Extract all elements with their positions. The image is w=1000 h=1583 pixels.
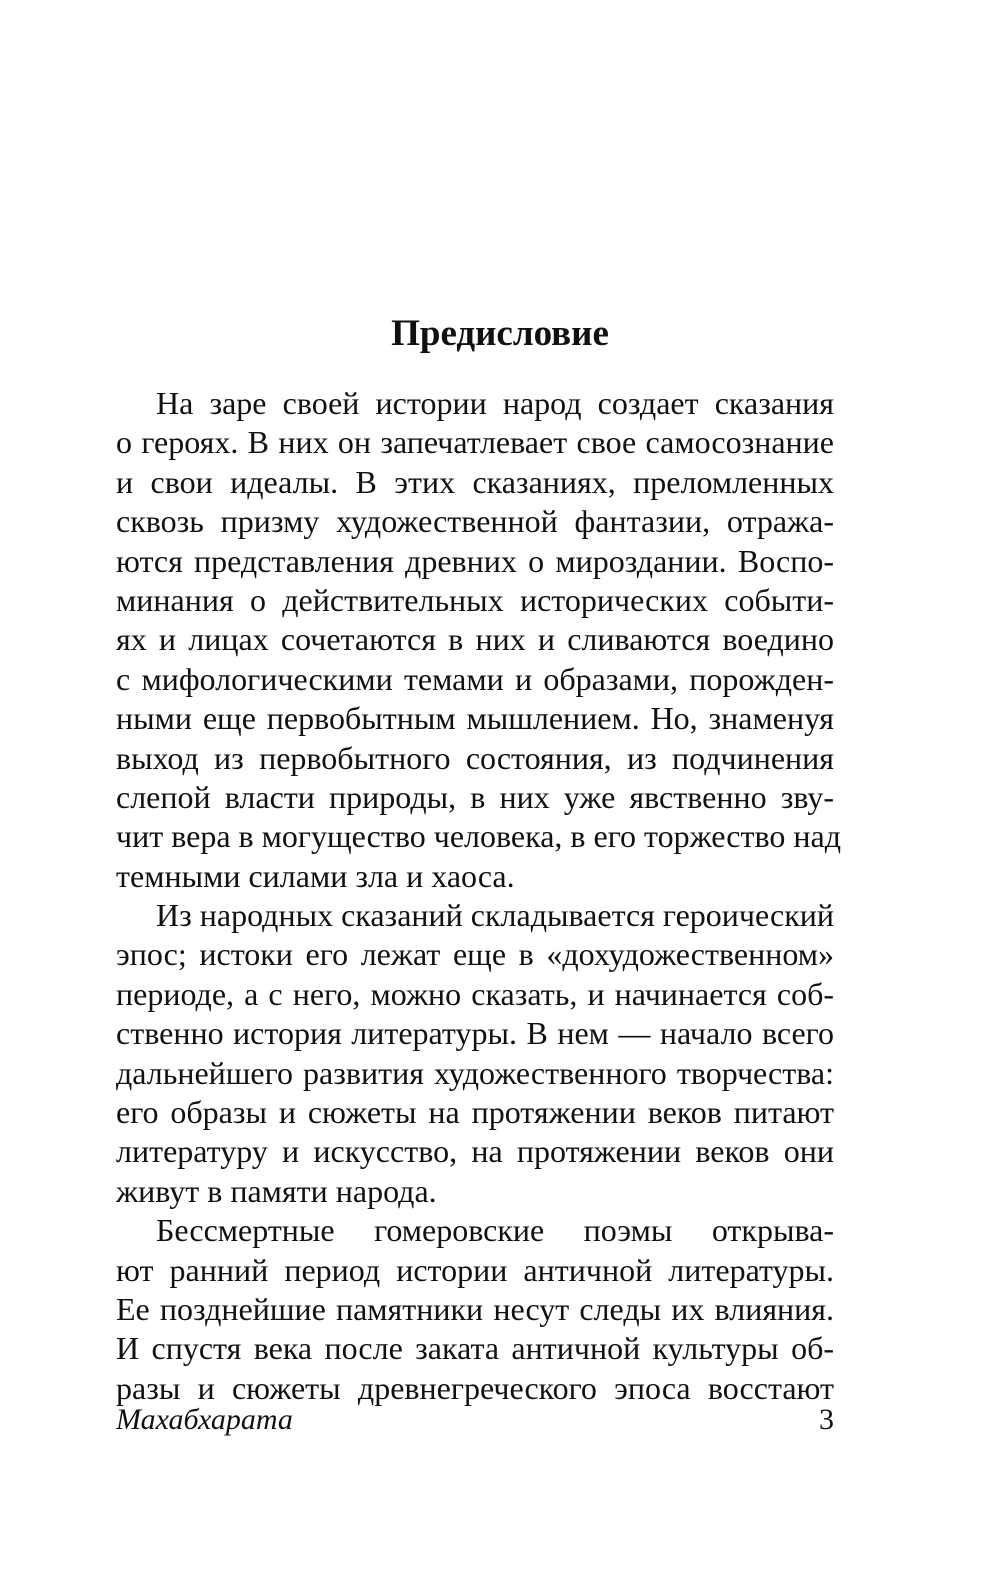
page-number: 3	[819, 1403, 834, 1436]
text-line: сквозь призму художественной фантазии, отража-	[116, 503, 834, 540]
text-line: темными силами зла и хаоса.	[116, 857, 515, 894]
page-footer	[116, 1400, 834, 1440]
text-line: эпос; истоки его лежат еще в «дохудожественном»	[116, 936, 834, 973]
paragraph-2	[116, 896, 834, 1211]
text-line: Из народных сказаний складывается героический	[156, 897, 834, 934]
text-line: с мифологическими темами и образами, порожден-	[116, 660, 834, 697]
text-line: живут в памяти народа.	[116, 1172, 437, 1209]
text-line: чит вера в могущество человека, в его торжество над	[116, 818, 841, 855]
text-line: разы и сюжеты древнегреческого эпоса восстают	[116, 1369, 834, 1406]
text-line: и свои идеалы. В этих сказаниях, преломленных	[116, 463, 834, 500]
chapter-title: Предисловие	[391, 313, 609, 354]
text-line: слепой власти природы, в них уже явственно зву-	[116, 778, 834, 815]
text-line: На заре своей истории народ создает сказания	[156, 385, 834, 421]
text-line: о героях. В них он запечатлевает свое самосознание	[116, 424, 834, 461]
text-line: Ее позднейшие памятники несут следы их влияния.	[116, 1290, 834, 1327]
text-line: Бессмертные гомеровские поэмы открыва-	[156, 1212, 834, 1249]
running-title: Махабхарата	[116, 1403, 293, 1436]
text-line: ют ранний период истории античной литературы.	[116, 1251, 834, 1288]
paragraph-1	[116, 384, 841, 896]
text-line: ях и лицах сочетаются в них и сливаются воедино	[116, 621, 834, 658]
text-line: ными еще первобытным мышлением. Но, знаменуя	[116, 700, 834, 737]
text-line: минания о действительных исторических событи-	[116, 581, 834, 618]
body-text	[116, 384, 841, 1408]
text-line: его образы и сюжеты на протяжении веков питают	[116, 1094, 834, 1131]
text-line: ственно история литературы. В нем — начало всего	[116, 1015, 834, 1052]
paragraph-3	[116, 1211, 834, 1408]
text-line: литературу и искусство, на протяжении веков они	[116, 1133, 834, 1170]
text-line: И спустя века после заката античной культуры об-	[116, 1330, 834, 1367]
text-line: ются представления древних о мироздании. Воспо-	[116, 542, 834, 579]
text-line: дальнейшего развития художественного творчества:	[116, 1054, 834, 1091]
text-line: периоде, а с него, можно сказать, и начинается соб-	[116, 975, 834, 1012]
text-line: выход из первобытного состояния, из подчинения	[116, 739, 834, 776]
